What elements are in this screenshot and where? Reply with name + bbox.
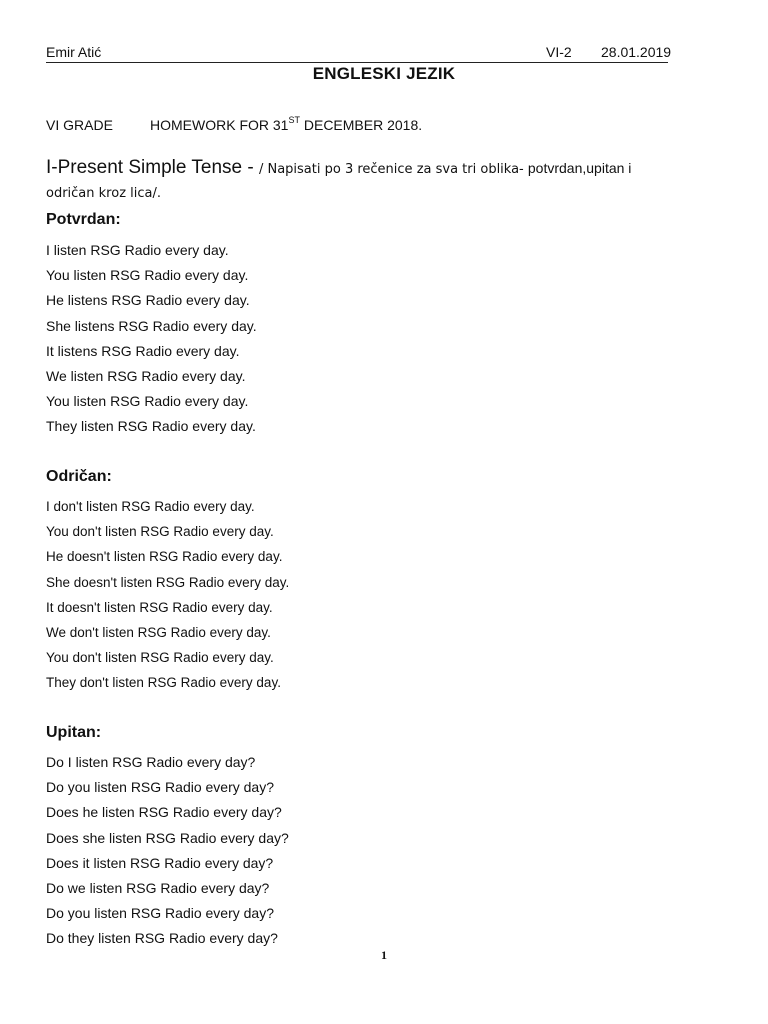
list-item: It listens RSG Radio every day. [46,342,240,359]
list-item: You don't listen RSG Radio every day. [46,650,274,666]
list-item: He doesn't listen RSG Radio every day. [46,549,283,565]
page-header [46,44,672,62]
assignment-line [46,117,422,133]
page-title: ENGLESKI JEZIK [312,64,456,83]
date-label: 28.01.2019 [601,44,672,60]
list-item: Does she listen RSG Radio every day? [46,829,289,846]
list-item: Do we listen RSG Radio every day? [46,879,270,896]
negative-heading: Odričan: [46,468,112,485]
list-item: Do you listen RSG Radio every day? [46,779,274,796]
list-item: Do I listen RSG Radio every day? [46,754,256,770]
page-number: 1 [381,948,387,962]
interrogative-list [46,750,289,952]
student-name: Emir Atić [46,44,102,60]
list-item: She listens RSG Radio every day. [46,317,257,334]
list-item: I don't listen RSG Radio every day. [46,499,255,514]
interrogative-heading: Upitan: [46,724,102,741]
list-item: We listen RSG Radio every day. [46,367,246,384]
homework-ordinal-suffix: ST [288,115,300,125]
negative-list [46,494,289,696]
list-item: I listen RSG Radio every day. [46,242,229,258]
list-item: You listen RSG Radio every day. [46,393,249,410]
header-rule [46,62,668,63]
list-item: Do you listen RSG Radio every day? [46,905,274,922]
list-item: Does he listen RSG Radio every day? [46,804,282,821]
list-item: Do they listen RSG Radio every day? [46,930,278,947]
task-instruction-end: odričan kroz lica/. [46,186,161,201]
task-forms: potvrdan,upitan i [527,160,632,176]
list-item: It doesn't listen RSG Radio every day. [46,599,273,615]
list-item: She doesn't listen RSG Radio every day. [46,574,290,590]
list-item: You don't listen RSG Radio every day. [46,524,274,540]
list-item: He listens RSG Radio every day. [46,292,250,309]
list-item: They listen RSG Radio every day. [46,418,256,435]
task-heading: I-Present Simple Tense - [46,157,259,178]
list-item: You listen RSG Radio every day. [46,267,249,284]
class-label: VI-2 [546,44,572,60]
list-item: We don't listen RSG Radio every day. [46,624,271,640]
homework-prefix: HOMEWORK FOR 31 [150,117,289,133]
task-instruction [46,157,686,205]
affirmative-heading: Potvrdan: [46,211,121,228]
grade-label: VI GRADE [46,117,113,133]
list-item: Does it listen RSG Radio every day? [46,854,274,871]
task-instruction-text: / Napisati po 3 rečenice za sva tri oblika- [258,162,528,177]
homework-suffix: DECEMBER 2018. [299,117,423,133]
list-item: They don't listen RSG Radio every day. [46,675,281,691]
affirmative-list [46,238,257,440]
